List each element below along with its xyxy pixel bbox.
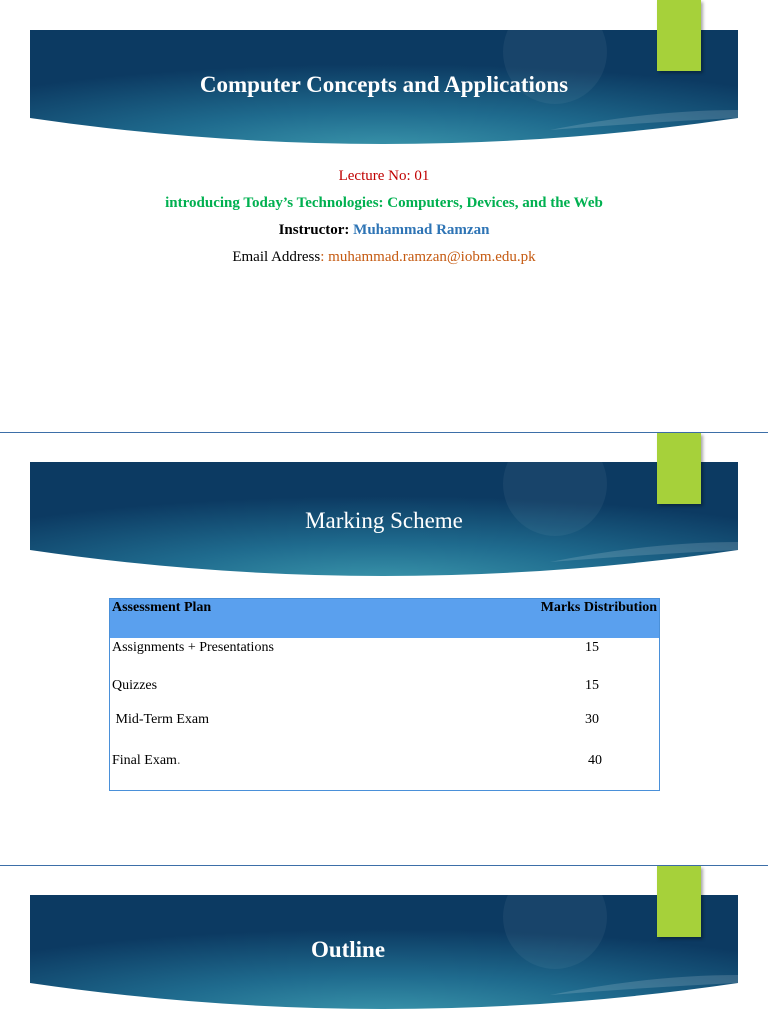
- title-banner: [30, 462, 738, 576]
- email-label: Email Address: [232, 249, 321, 265]
- marks-cell: 15: [585, 640, 599, 655]
- slide-3: [0, 866, 768, 1024]
- table-row: [110, 712, 660, 753]
- slide-title: Computer Concepts and Applications: [199, 72, 569, 97]
- instructor-label: Instructor:: [278, 222, 354, 238]
- title-banner: [30, 30, 738, 144]
- assessment-cell: Quizzes: [112, 678, 158, 693]
- table-header-row: [110, 599, 660, 639]
- table-row: [110, 638, 660, 678]
- table-row: [110, 753, 660, 790]
- lecture-number: Lecture No: 01: [338, 168, 430, 184]
- email-line: [0, 249, 768, 266]
- lecture-subtitle: introducing Today’s Technologies: Computers, Devices, and the Web: [165, 195, 603, 211]
- header-marks-distribution: Marks Distribution: [525, 599, 660, 639]
- accent-tab: [657, 0, 701, 71]
- assessment-cell: Mid-Term Exam: [112, 712, 209, 727]
- marks-cell: 40: [588, 753, 602, 768]
- assessment-suffix: .: [176, 753, 181, 768]
- title-banner: [30, 895, 738, 1009]
- email-address[interactable]: muhammad.ramzan@iobm.edu.pk: [328, 249, 536, 265]
- slide-title: Marking Scheme: [305, 508, 463, 533]
- accent-tab: [657, 433, 701, 504]
- marks-cell: 15: [585, 678, 599, 693]
- accent-tab: [657, 866, 701, 937]
- slide-1: [0, 0, 768, 432]
- assessment-cell: Assignments + Presentations: [112, 640, 274, 655]
- instructor-name: Muhammad Ramzan: [353, 222, 490, 238]
- slide-title: Outline: [310, 937, 386, 962]
- assessment-text: Final Exam: [112, 753, 177, 768]
- assessment-cell: [110, 753, 526, 790]
- instructor-line: [0, 222, 768, 239]
- table-row: [110, 678, 660, 712]
- email-separator: :: [320, 249, 329, 265]
- header-assessment-plan: Assessment Plan: [110, 599, 526, 639]
- marking-scheme-table: [109, 598, 660, 791]
- marks-cell: 30: [585, 712, 599, 727]
